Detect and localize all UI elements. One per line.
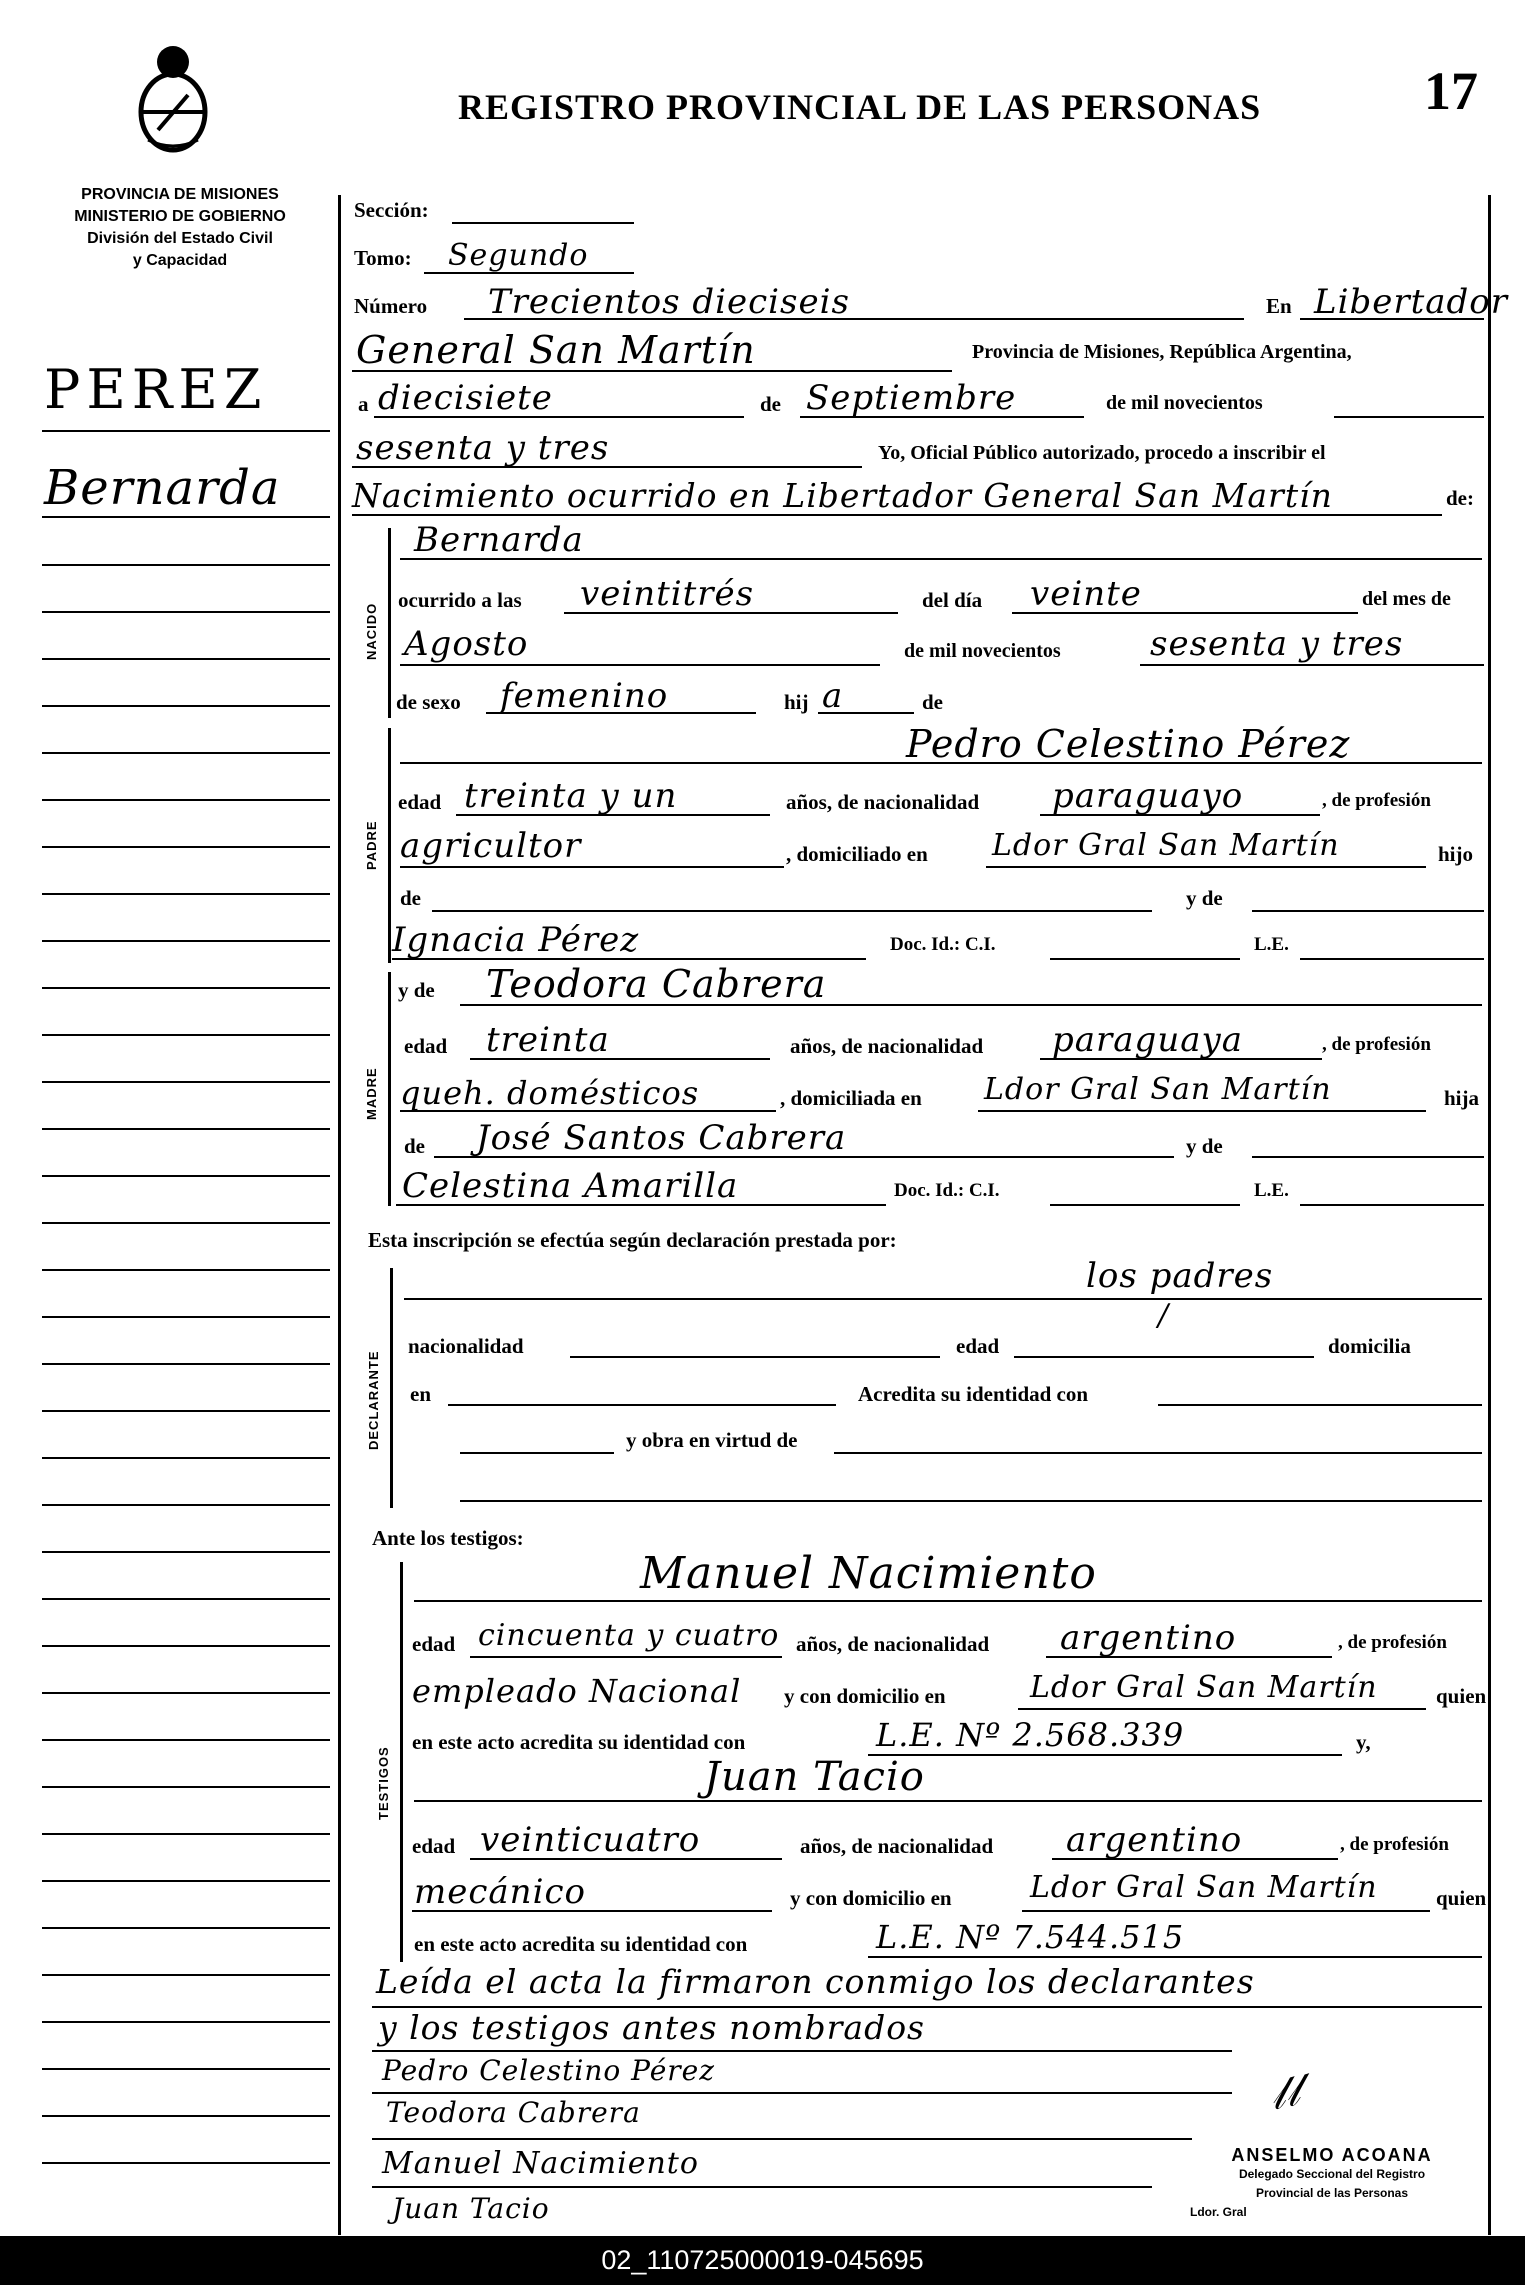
padre-hijo-label: hijo (1438, 842, 1474, 866)
margin-rule (42, 987, 330, 989)
anio-blank (1140, 664, 1484, 666)
padre-dom-value: Ldor Gral San Martín (992, 828, 1340, 863)
madre-doc-label: Doc. Id.: C.I. (894, 1180, 1000, 1201)
signature-blank1 (372, 2092, 1232, 2094)
madre-nac-value: paraguaya (1052, 1020, 1243, 1060)
day-value: diecisiete (378, 378, 553, 418)
t2-quien-label: quien (1436, 1886, 1487, 1910)
t2-id-blank (868, 1956, 1482, 1958)
t1-id-blank (868, 1754, 1342, 1756)
padre-mother-value: Ignacia Pérez (392, 920, 640, 960)
margin-rule (42, 516, 330, 518)
decl-acredita-blank (1158, 1404, 1482, 1406)
en-blank (1300, 318, 1484, 320)
t1-nac-blank (1046, 1656, 1332, 1658)
declarante-tick: / (1158, 1298, 1170, 1333)
margin-rule (42, 564, 330, 566)
t2-name-blank (414, 1800, 1482, 1802)
madre-bracket (388, 972, 391, 1206)
decl-obra-pre-blank (460, 1452, 614, 1454)
year-value: sesenta y tres (356, 428, 610, 468)
signature-witness1: Manuel Nacimiento (382, 2146, 699, 2181)
madre-prof-label: , de profesión (1322, 1034, 1431, 1055)
sexo-label: de sexo (396, 690, 461, 714)
hij-label: hij (784, 690, 809, 714)
madre-y-de2-blank (1252, 1156, 1484, 1158)
dia-label: del día (922, 588, 983, 612)
t1-nac-value: argentino (1060, 1618, 1237, 1658)
mes-label: del mes de (1362, 588, 1451, 610)
issuer-line: PROVINCIA DE MISIONES (81, 186, 279, 203)
madre-dom-blank (978, 1110, 1426, 1112)
madre-mother-value: Celestina Amarilla (402, 1166, 739, 1206)
padre-prof-value: agricultor (400, 826, 582, 866)
margin-rule (42, 611, 330, 613)
padre-bracket (388, 728, 391, 963)
madre-prof-blank (400, 1110, 776, 1112)
hij-blank (818, 712, 914, 714)
margin-rule (42, 1034, 330, 1036)
madre-doc-blank (1050, 1204, 1240, 1206)
margin-rule (42, 658, 330, 660)
t1-edad-blank (470, 1656, 782, 1658)
margin-rule (42, 2115, 330, 2117)
mil-blank (1334, 416, 1484, 418)
signature-mother: Teodora Cabrera (386, 2096, 641, 2129)
declarante-blank (404, 1298, 1482, 1300)
t1-name-value: Manuel Nacimiento (640, 1548, 1097, 1599)
de-colon-label: de: (1446, 486, 1474, 510)
madre-edad-blank (470, 1058, 770, 1060)
margin-rule (42, 752, 330, 754)
madre-dom-value: Ldor Gral San Martín (984, 1072, 1332, 1107)
margin-rule (42, 1598, 330, 1600)
anio-value: sesenta y tres (1150, 624, 1404, 664)
t2-dom-value: Ldor Gral San Martín (1030, 1870, 1378, 1905)
t1-edad-value: cincuenta y cuatro (478, 1618, 780, 1653)
margin-rule (42, 1739, 330, 1741)
margin-rule (42, 1316, 330, 1318)
signature-blank2 (372, 2138, 1192, 2140)
padre-nac-value: paraguayo (1052, 776, 1244, 816)
en-label: En (1266, 294, 1292, 318)
month-value: Septiembre (806, 378, 1017, 418)
t1-prof-label: , de profesión (1338, 1632, 1447, 1653)
mes-value: Agosto (404, 624, 529, 664)
t1-dom-blank (1018, 1708, 1426, 1710)
tomo-label: Tomo: (354, 246, 412, 270)
margin-rule (42, 1974, 330, 1976)
margin-rule (42, 1222, 330, 1224)
decl-nacionalidad-label: nacionalidad (408, 1334, 524, 1358)
decl-obra-blank (834, 1452, 1482, 1454)
t2-edad-value: veinticuatro (480, 1820, 701, 1860)
tomo-value: Segundo (448, 238, 589, 273)
padre-nac-blank (1040, 814, 1320, 816)
registry-title: REGISTRO PROVINCIAL DE LAS PERSONAS (458, 87, 1262, 127)
padre-dom-label: , domiciliado en (786, 842, 928, 866)
issuer-line: MINISTERIO DE GOBIERNO (74, 208, 286, 225)
margin-rule (42, 1504, 330, 1506)
frame-left-border (338, 195, 341, 2235)
madre-y-de-label: y de (398, 978, 435, 1002)
decl-acredita-label: Acredita su identidad con (858, 1382, 1089, 1406)
padre-le-label: L.E. (1254, 934, 1289, 955)
t2-prof-label: , de profesión (1340, 1834, 1449, 1855)
padre-prof-label: , de profesión (1322, 790, 1431, 811)
padre-dom-blank (986, 866, 1426, 868)
padre-doc-blank (1050, 958, 1240, 960)
padre-father-blank (432, 910, 1152, 912)
ocurrido-label: ocurrido a las (398, 588, 522, 612)
t1-edad-label: edad (412, 1632, 456, 1656)
madre-nac-label: años, de nacionalidad (790, 1034, 984, 1058)
page-number: 17 (1424, 61, 1478, 121)
nacido-mil-label: de mil novecientos (904, 640, 1061, 662)
dia-blank (1012, 612, 1358, 614)
t2-prof-value: mecánico (414, 1872, 586, 1912)
nacido-de-label: de (922, 690, 943, 714)
t2-nac-value: argentino (1066, 1820, 1243, 1860)
coat-of-arms-emblem (118, 40, 228, 155)
closing-blank2 (372, 2050, 1232, 2052)
margin-rule (42, 1880, 330, 1882)
decl-obra-label: y obra en virtud de (626, 1428, 798, 1452)
t2-id-value: L.E. Nº 7.544.515 (876, 1918, 1185, 1956)
madre-prof-value: queh. domésticos (400, 1074, 700, 1112)
margin-rule (42, 1786, 330, 1788)
event-blank (352, 514, 1442, 516)
hij-value: a (822, 676, 844, 716)
sexo-blank (486, 712, 756, 714)
madre-dom-label: , domiciliada en (780, 1086, 922, 1110)
decl-domicilia-label: domicilia (1328, 1334, 1411, 1358)
t2-dom-blank (1022, 1910, 1430, 1912)
madre-le-blank (1300, 1204, 1484, 1206)
testigos-bracket (400, 1562, 403, 1962)
mil-label: de mil novecientos (1106, 392, 1263, 414)
oficial-label: Yo, Oficial Público autorizado, procedo a inscribir el (878, 442, 1326, 464)
stamp-line2: Delegado Seccional del Registro (1238, 2167, 1426, 2181)
padre-mother-blank (392, 958, 866, 960)
t2-prof-blank (412, 1910, 772, 1912)
nacido-name-value: Bernarda (414, 520, 584, 560)
padre-y-de-label: y de (1186, 886, 1223, 910)
numero-value: Trecientos dieciseis (488, 282, 850, 322)
margin-rule (42, 1692, 330, 1694)
stamp-line1: ANSELMO ACOANA (1231, 2145, 1433, 2165)
padre-prof-blank (400, 866, 784, 868)
margin-rule (42, 799, 330, 801)
madre-le-label: L.E. (1254, 1180, 1289, 1201)
margin-rule (42, 1175, 330, 1177)
t2-nac-label: años, de nacionalidad (800, 1834, 994, 1858)
dia-value: veinte (1030, 574, 1142, 614)
t1-name-blank (414, 1600, 1482, 1602)
mes-blank (400, 664, 880, 666)
issuer-line: y Capacidad (132, 252, 228, 269)
margin-rule (42, 1410, 330, 1412)
declarante-value: los padres (1086, 1256, 1274, 1296)
place-blank (352, 370, 952, 372)
seccion-label: Sección: (354, 198, 429, 222)
day-blank (374, 416, 744, 418)
t1-id-value: L.E. Nº 2.568.339 (876, 1716, 1185, 1754)
margin-rule (42, 2162, 330, 2164)
margin-rule (42, 1645, 330, 1647)
padre-edad-blank (456, 814, 770, 816)
testigos-intro: Ante los testigos: (372, 1526, 524, 1550)
decl-extra-blank (460, 1500, 1482, 1502)
declarante-side-label: DECLARANTE (366, 1350, 381, 1450)
margin-surname: PEREZ (44, 358, 268, 421)
madre-mother-blank (396, 1204, 886, 1206)
padre-doc-label: Doc. Id.: C.I. (890, 934, 996, 955)
en-value: Libertador (1314, 282, 1509, 322)
document-id-footer: 02_110725000019-045695 (0, 2236, 1525, 2285)
sexo-value: femenino (500, 676, 669, 716)
madre-father-value: José Santos Cabrera (476, 1118, 847, 1158)
margin-rule (42, 1551, 330, 1553)
nacido-name-blank (400, 558, 1482, 560)
stamp-line4: Ldor. Gral (1190, 2205, 1247, 2219)
t2-acredita-label: en este acto acredita su identidad con (414, 1932, 748, 1956)
t1-dom-value: Ldor Gral San Martín (1030, 1670, 1378, 1705)
madre-y-de2-label: y de (1186, 1134, 1223, 1158)
madre-edad-value: treinta (486, 1020, 610, 1060)
closing-line1: Leída el acta la firmaron conmigo los declarantes (376, 1962, 1255, 2001)
madre-de-label: de (404, 1134, 425, 1158)
de-label: de (760, 392, 781, 416)
t1-y-label: y, (1356, 1730, 1371, 1754)
margin-rule (42, 1081, 330, 1083)
month-blank (800, 416, 1084, 418)
place-value: General San Martín (356, 328, 756, 372)
madre-side-label: MADRE (364, 1067, 379, 1120)
madre-nac-blank (1040, 1058, 1322, 1060)
madre-name-blank (460, 1004, 1482, 1006)
decl-nacionalidad-blank (570, 1356, 940, 1358)
a-label: a (358, 392, 369, 416)
padre-de-label: de (400, 886, 421, 910)
madre-hija-label: hija (1444, 1086, 1480, 1110)
official-signature-scrawl: 𝓁𝓁 (1265, 2065, 1305, 2120)
margin-given-name: Bernarda (44, 460, 281, 516)
padre-edad-value: treinta y un (464, 776, 678, 816)
madre-edad-label: edad (404, 1034, 448, 1058)
padre-nac-label: años, de nacionalidad (786, 790, 980, 814)
margin-rule (42, 1269, 330, 1271)
seccion-blank (452, 222, 634, 224)
nacido-bracket (388, 528, 391, 718)
testigos-side-label: TESTIGOS (376, 1746, 391, 1820)
signature-witness2: Juan Tacio (392, 2192, 550, 2225)
madre-father-blank (434, 1156, 1174, 1158)
madre-name-value: Teodora Cabrera (486, 962, 827, 1006)
margin-rule (42, 846, 330, 848)
margin-rule (42, 1833, 330, 1835)
t2-dom-label: y con domicilio en (790, 1886, 952, 1910)
decl-en-label: en (410, 1382, 431, 1406)
issuer-line: División del Estado Civil (87, 230, 273, 247)
t1-dom-label: y con domicilio en (784, 1684, 946, 1708)
signature-father: Pedro Celestino Pérez (382, 2054, 715, 2087)
margin-rule (42, 705, 330, 707)
provincia-label: Provincia de Misiones, República Argentina, (972, 341, 1352, 363)
declarante-bracket (390, 1268, 393, 1508)
margin-rule (42, 940, 330, 942)
decl-edad-blank (1014, 1356, 1314, 1358)
margin-rule (42, 1363, 330, 1365)
tomo-blank (424, 272, 634, 274)
hora-value: veintitrés (580, 574, 755, 614)
t2-nac-blank (1052, 1858, 1338, 1860)
declarante-intro: Esta inscripción se efectúa según declaración prestada por: (368, 1228, 897, 1252)
decl-edad-label: edad (956, 1334, 1000, 1358)
margin-rule (42, 1927, 330, 1929)
event-value: Nacimiento ocurrido en Libertador General San Martín (352, 476, 1333, 515)
hora-blank (564, 612, 898, 614)
padre-y-de-blank (1252, 910, 1484, 912)
nacido-side-label: NACIDO (364, 602, 379, 660)
t1-prof-value: empleado Nacional (412, 1672, 742, 1710)
margin-rule (42, 1128, 330, 1130)
t2-edad-blank (470, 1858, 782, 1860)
decl-en-blank (448, 1404, 836, 1406)
padre-le-blank (1300, 958, 1484, 960)
closing-line2: y los testigos antes nombrados (378, 2008, 925, 2047)
margin-rule (42, 893, 330, 895)
padre-side-label: PADRE (364, 820, 379, 870)
frame-right-border (1488, 195, 1491, 2235)
margin-rule (42, 2021, 330, 2023)
t1-quien-label: quien (1436, 1684, 1487, 1708)
signature-blank3 (372, 2186, 1152, 2188)
margin-rule (42, 430, 330, 432)
margin-rule (42, 2068, 330, 2070)
margin-rule (42, 1457, 330, 1459)
t1-nac-label: años, de nacionalidad (796, 1632, 990, 1656)
issuer-block (30, 184, 330, 272)
padre-name-value: Pedro Celestino Pérez (906, 722, 1351, 766)
official-stamp (1176, 2146, 1488, 2222)
t1-acredita-label: en este acto acredita su identidad con (412, 1730, 746, 1754)
padre-edad-label: edad (398, 790, 442, 814)
stamp-line3: Provincial de las Personas (1255, 2186, 1409, 2200)
t2-edad-label: edad (412, 1834, 456, 1858)
t2-name-value: Juan Tacio (704, 1754, 925, 1800)
padre-name-blank (400, 762, 1482, 764)
year-blank (352, 466, 862, 468)
numero-label: Número (354, 294, 428, 318)
numero-blank (464, 318, 1244, 320)
